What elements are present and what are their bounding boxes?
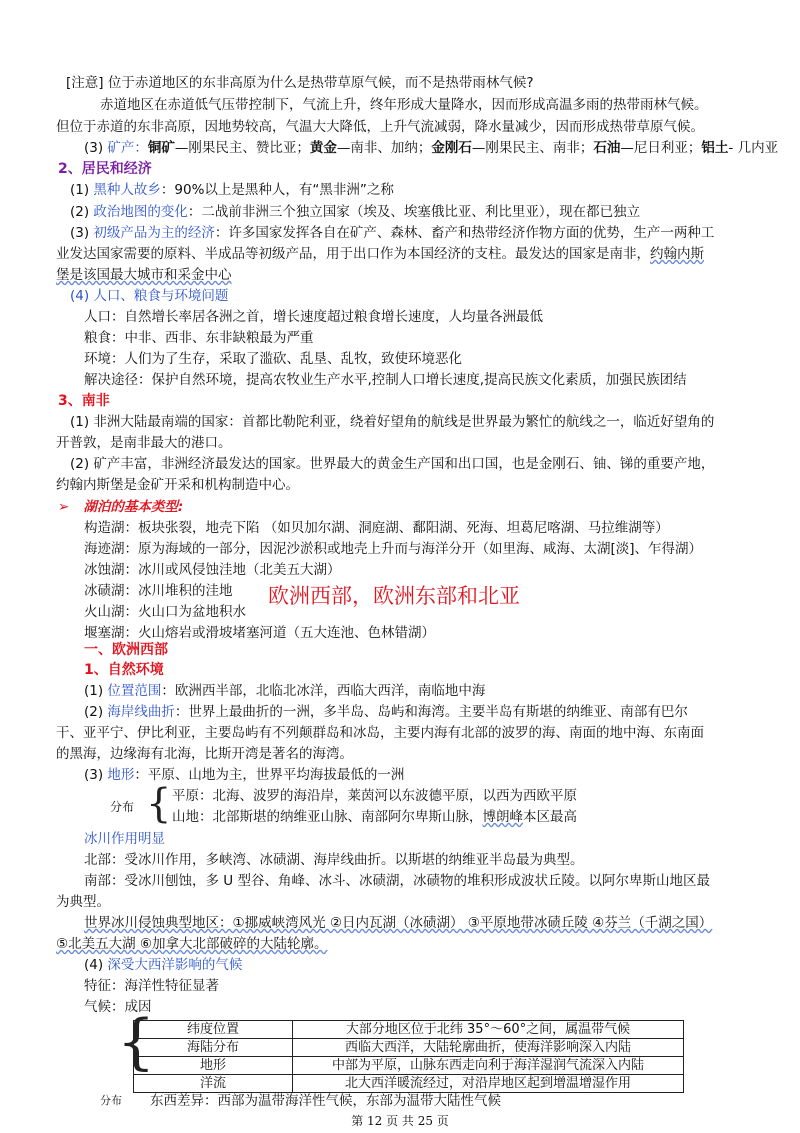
arrow-icon: ➢ [58,499,70,515]
mountain-line: 山地：北部斯堪的纳维亚山脉、南部阿尔卑斯山脉，博朗峰本区最高 [172,809,577,825]
south-africa-p1: (1) 非洲大陆最南端的国家：首都比勒陀利亚，绕着好望角的航线是世界最为繁忙的航线之一，临近好望角的 [70,414,715,430]
eu-p2-term: 海岸线曲折 [107,704,175,720]
s2-item-2: (2) 政治地图的变化：二战前非洲三个独立国家（埃及、埃塞俄比亚、利比里亚），现在都已独立 [70,204,641,220]
page-footer: 第 12 页 共 25 页 [351,1114,449,1128]
lake-glacial-erosion: 冰蚀湖：冰川或风侵蚀洼地（北美五大湖） [84,562,341,578]
glacial-heading: 冰川作用明显 [84,831,165,847]
eu-p1: (1) 位置范围：欧洲西半部，北临北冰洋，西临大西洋，南临地中海 [84,683,486,699]
population-line: 人口：自然增长率居各洲之首，增长速度超过粮食增长速度，人均量各洲最低 [84,309,543,325]
copper-label: 铜矿 [147,140,175,156]
eu-p2: (2) 海岸线曲折：世界上最曲折的一洲，多半岛、岛屿和海湾。主要半岛有斯堪的纳维亚、南部有巴尔 [84,704,688,720]
south-africa-p2: (2) 矿产丰富，非洲经济最发达的国家。世界最大的黄金生产国和出口国，也是金刚石、铀、锑的重要产地， [70,456,715,472]
table-row: 地形 中部为平原，山脉东西走向利于海洋湿润气流深入内陆 [134,1057,684,1075]
east-west-line: 东西差异：西部为温带海洋性气候，东部为温带大陆性气候 [150,1093,501,1109]
s2-item-3-line-2: 业发达国家需要的原料、半成品等初级产品，用于出口作为本国经济的支柱。最发达的国家是南非，约翰内斯 [56,246,704,262]
eu-p2-line-3: 的黑海，边缘海有北海，比斯开湾是著名的海湾。 [56,746,353,762]
gold-text: —南非、加纳； [336,140,432,156]
climate-feature: 特征：海洋性特征显著 [84,978,219,994]
s2-item-1-term: 黑种人故乡 [93,182,161,198]
johannesburg-underlined: 约翰内斯 [650,246,704,262]
natural-env-heading: 1、自然环境 [84,662,164,678]
note-question: [注意] 位于赤道地区的东非高原为什么是热带草原气候，而不是热带雨林气候? [66,75,534,91]
s2-item-3-term: 初级产品为主的经济 [93,225,215,241]
eu-p3-term: 地形 [107,767,135,783]
south-africa-p2b: 约翰内斯堡是金矿开采和机构制造中心。 [56,477,299,493]
brace-climate: { [117,1007,156,1077]
s2-item-4: (4) 人口、粮食与环境问题 [70,288,229,304]
south-africa-p1b: 开普敦，是南非最大的港口。 [56,435,232,451]
note-answer-1: 赤道地区在赤道低气压带控制下，气流上升，终年形成大量降水，因而形成高温多雨的热带雨林气候。 [100,97,708,113]
diamond-text: —刚果民主、南非； [471,140,594,156]
diamond-label: 金刚石 [431,140,472,156]
eu-p4: (4) 深受大西洋影响的气候 [84,957,243,973]
bauxite-label: 铝土 [701,140,729,156]
s2-item-3: (3) 初级产品为主的经济：许多国家发挥各自在矿产、森林、畜产和热带经济作物方面的优势，生产一两种工 [70,225,715,241]
oil-text: —尼日利亚； [620,140,702,156]
food-line: 粮食：中非、西非、东非缺粮最为严重 [84,330,314,346]
lake-moraine: 冰碛湖：冰川堆积的洼地 [84,583,233,599]
oil-label: 石油 [593,140,621,156]
minerals-line [84,139,778,157]
climate-table [133,1020,684,1093]
minerals-label: 矿产： [107,140,148,156]
overlay-title: 欧洲西部，欧洲东部和北亚 [262,578,526,612]
eu-p1-term: 位置范围 [107,683,162,699]
eu-p2-line-2: 干、亚平宁、伊比利亚，主要岛屿有不列颠群岛和冰岛，主要内海有北部的波罗的海、南面的地中海、东南面 [56,725,704,741]
s2-item-3-line-3: 堡是该国最大城市和采金中心 [56,267,232,283]
s2-item-1: (1) 黑种人故乡：90%以上是黑种人，有“黑非洲”之称 [70,182,394,198]
lakes-heading: ➢ 湖泊的基本类型: [58,499,184,515]
section-3-heading: 3、南非 [58,393,110,409]
world-glacial-line-2: ⑤北美五大湖 ⑥加拿大北部破碎的大陆轮廓。 [56,936,328,952]
bauxite-text: - 几内亚 [728,140,779,156]
s2-item-2-term: 政治地图的变化 [93,204,188,220]
lake-marine: 海迹湖：原为海域的一部分，因泥沙淤积或地壳上升而与海洋分开（如里海、咸海、太湖[淡]、乍得湖） [84,541,703,557]
climate-cause: 气候：成因 [84,999,152,1015]
world-glacial-line: 世界冰川侵蚀典型地区：①挪威峡湾风光 ②日内瓦湖（冰碛湖） ③平原地带冰碛丘陵 ④芬兰（千湖之国） [84,915,713,931]
europe-heading: 一、欧洲西部 [84,642,168,658]
section-2-heading: 2、居民和经济 [58,161,152,177]
eu-p3: (3) 地形：平原、山地为主，世界平均海拔最低的一洲 [84,767,405,783]
brace-terrain: { [146,781,172,827]
terrain-dist-label: 分布 [110,800,135,814]
table-row: 洋流 北大西洋暖流经过，对沿岸地区起到增温增湿作用 [134,1075,684,1093]
table-row: 纬度位置 大部分地区位于北纬 35°～60°之间，属温带气候 [134,1021,684,1039]
lake-volcanic: 火山湖：火山口为盆地积水 [84,604,246,620]
lake-barrier: 堰塞湖：火山熔岩或滑坡堵塞河道（五大连池、色林错湖） [84,625,435,641]
mont-blanc-underlined: 博朗峰 [482,809,523,825]
north-line: 北部：受冰川作用，多峡湾、冰碛湖、海岸线曲折。以斯堪的纳维亚半岛最为典型。 [84,852,584,868]
solution-line: 解决途径：保护自然环境，提高农牧业生产水平,控制人口增长速度,提高民族文化素质，加强民族团结 [84,372,687,388]
note-answer-2: 但位于赤道的东非高原，因地势较高，气温大大降低，上升气流减弱，降水量减少，因而形成热带草原气候。 [56,119,704,135]
plain-line: 平原：北海、波罗的海沿岸，莱茵河以东波德平原，以西为西欧平原 [172,788,577,804]
south-line-2: 为典型。 [56,894,110,910]
south-line: 南部：受冰川刨蚀，多 U 型谷、角峰、冰斗、冰碛湖，冰碛物的堆积形成波状丘陵。以阿尔卑斯山地区最 [84,873,710,889]
minerals-num: (3) [84,140,108,156]
gold-label: 黄金 [309,140,337,156]
lake-tectonic: 构造湖：板块张裂，地壳下陷 （如贝加尔湖、洞庭湖、鄱阳湖、死海、坦葛尼喀湖、马拉维湖等） [84,520,669,536]
eu-p4-term: 深受大西洋影响的气候 [107,957,243,973]
copper-text: —刚果民主、赞比亚； [174,140,310,156]
environment-line: 环境：人们为了生存，采取了滥砍、乱垦、乱牧，致使环境恶化 [84,351,462,367]
climate-dist-label: 分布 [100,1094,122,1107]
table-row: 海陆分布 西临大西洋，大陆轮廓曲折，使海洋影响深入内陆 [134,1039,684,1057]
